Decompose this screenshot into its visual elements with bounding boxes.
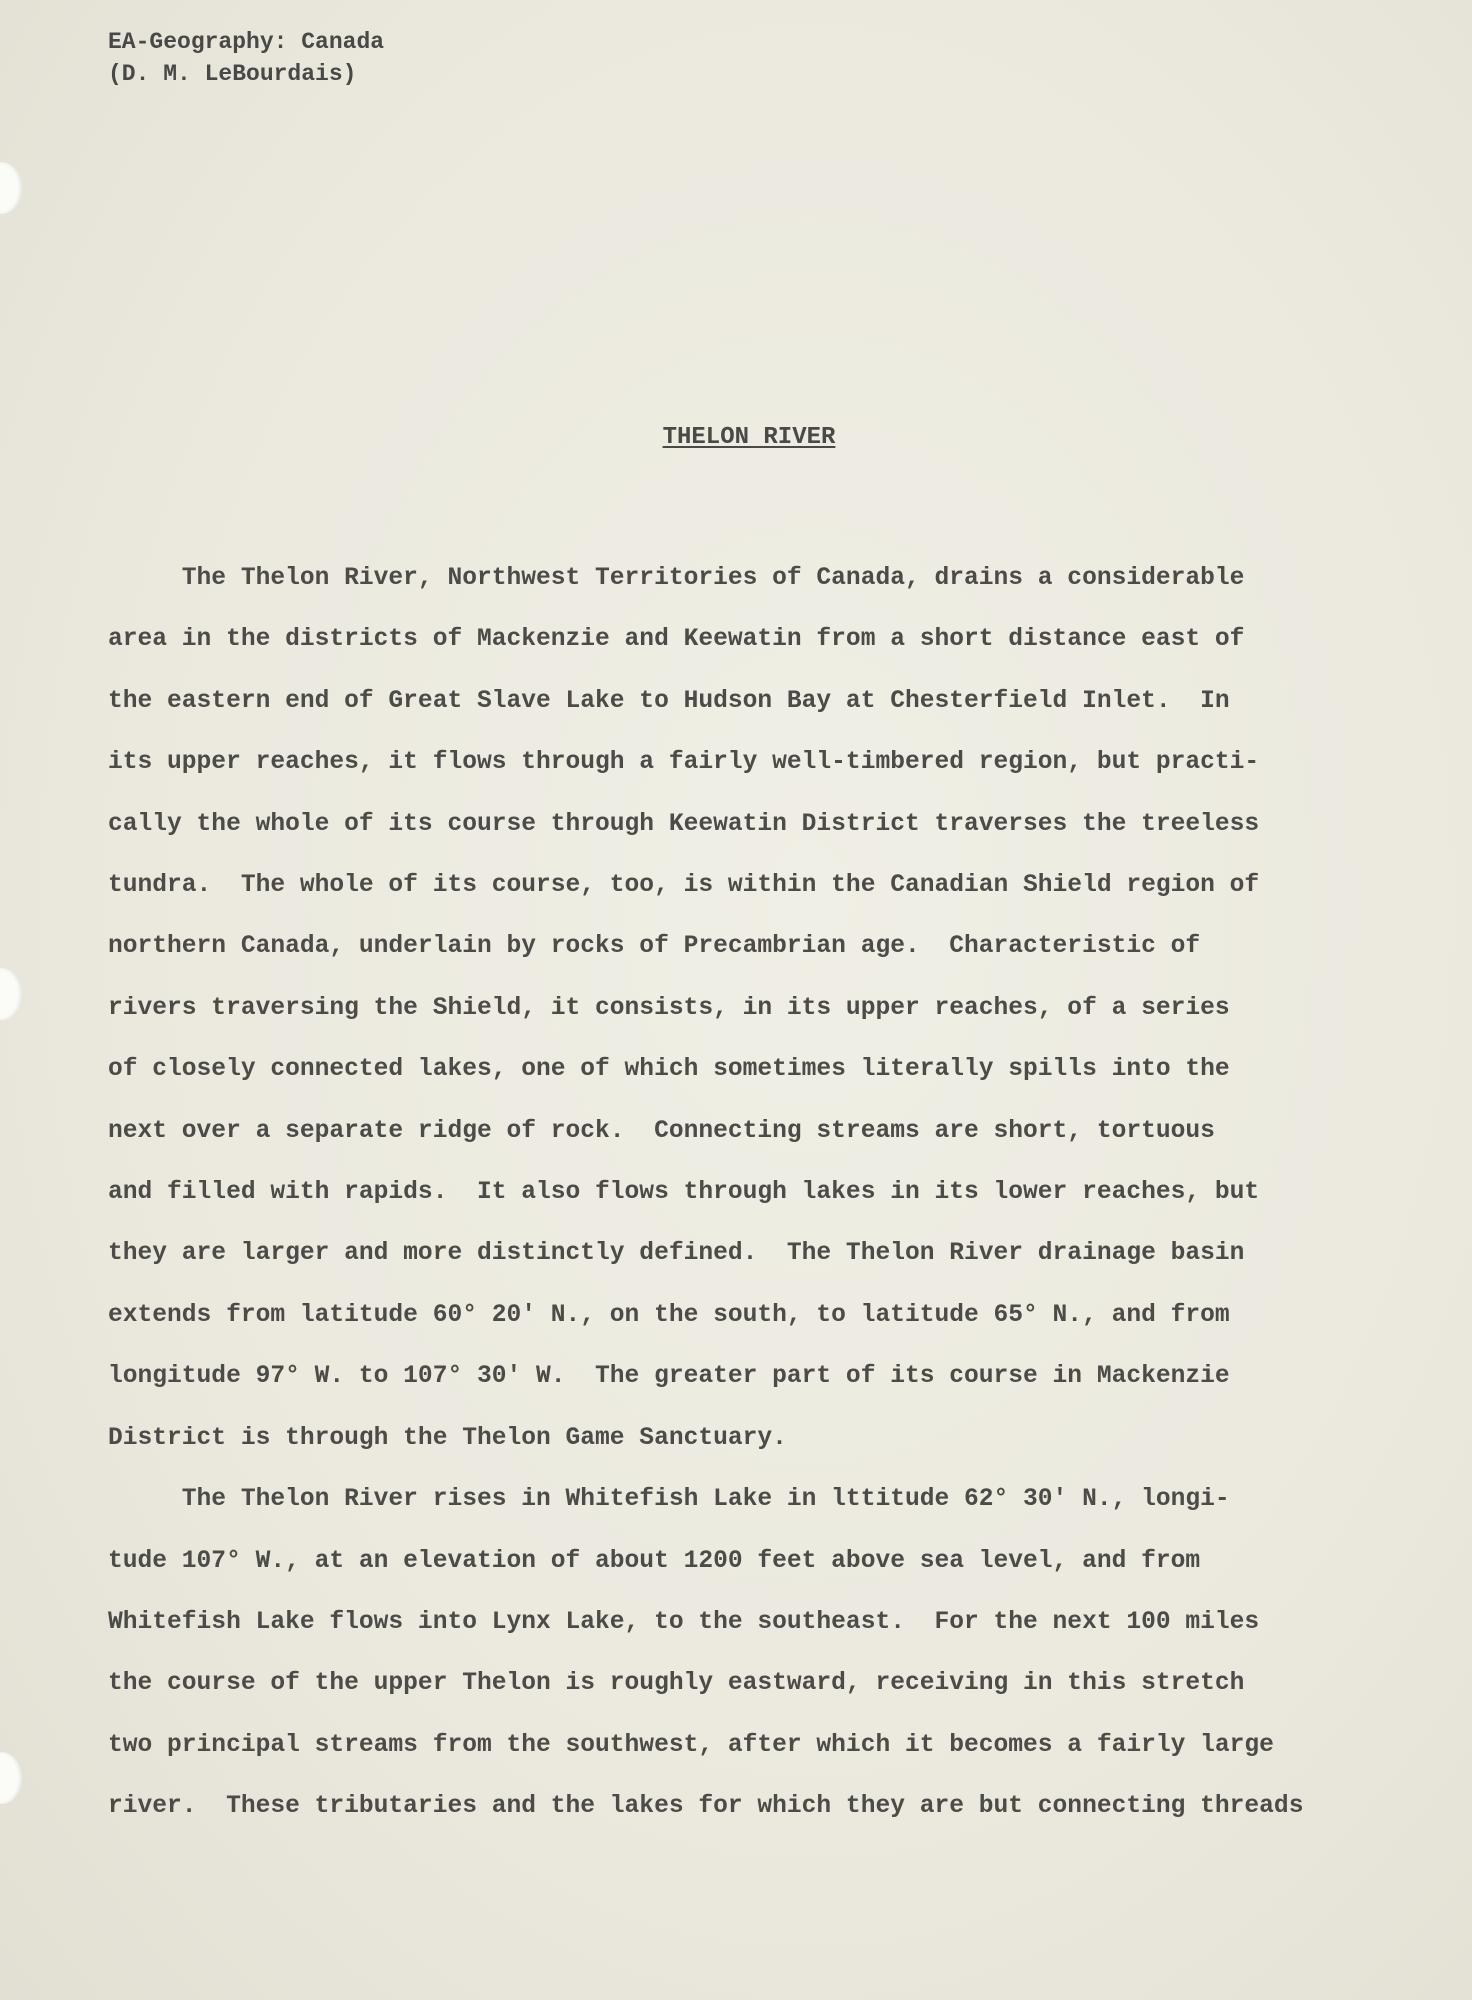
body-line: the eastern end of Great Slave Lake to Hudson Bay at Chesterfield Inlet. In [108, 687, 1230, 715]
punch-hole [0, 1752, 22, 1804]
body-line: area in the districts of Mackenzie and Keewatin from a short distance east of [108, 626, 1245, 654]
body-line: The Thelon River, Northwest Territories of Canada, drains a considerable [108, 565, 1245, 592]
punch-hole [0, 162, 22, 214]
body-line: rivers traversing the Shield, it consists, in its upper reaches, of a series [108, 994, 1230, 1022]
body-line: next over a separate ridge of rock. Connecting streams are short, tortuous [108, 1117, 1215, 1145]
body-line: The Thelon River rises in Whitefish Lake in lttitude 62° 30' N., longi- [108, 1486, 1230, 1514]
header-author: (D. M. LeBourdais) [108, 61, 357, 87]
body-line: its upper reaches, it flows through a fairly well-timbered region, but practi- [108, 749, 1260, 777]
body-line: two principal streams from the southwest, after which it becomes a fairly large [108, 1731, 1274, 1759]
document-header [108, 26, 384, 90]
body-line: Whitefish Lake flows into Lynx Lake, to the southeast. For the next 100 miles [108, 1608, 1260, 1636]
header-subject: EA-Geography: Canada [108, 29, 385, 55]
body-line: and filled with rapids. It also flows through lakes in its lower reaches, but [108, 1179, 1260, 1207]
body-line: river. These tributaries and the lakes for which they are but connecting threads [108, 1793, 1304, 1821]
body-line: the course of the upper Thelon is roughly eastward, receiving in this stretch [108, 1670, 1245, 1698]
body-line: northern Canada, underlain by rocks of Precambrian age. Characteristic of [108, 933, 1201, 961]
body-line: cally the whole of its course through Keewatin District traverses the treeless [108, 810, 1260, 838]
document-body [108, 548, 1368, 1838]
body-line: District is through the Thelon Game Sanctuary. [108, 1424, 787, 1452]
body-line: of closely connected lakes, one of which sometimes literally spills into the [108, 1056, 1230, 1084]
body-line: they are larger and more distinctly defined. The Thelon River drainage basin [108, 1240, 1245, 1268]
punch-hole [0, 968, 22, 1020]
body-line: extends from latitude 60° 20' N., on the south, to latitude 65° N., and from [108, 1301, 1230, 1329]
body-line: tundra. The whole of its course, too, is within the Canadian Shield region of [108, 872, 1260, 900]
body-line: longitude 97° W. to 107° 30' W. The greater part of its course in Mackenzie [108, 1363, 1230, 1391]
document-title: THELON RIVER [662, 424, 836, 451]
body-line: tude 107° W., at an elevation of about 1200 feet above sea level, and from [108, 1547, 1201, 1575]
